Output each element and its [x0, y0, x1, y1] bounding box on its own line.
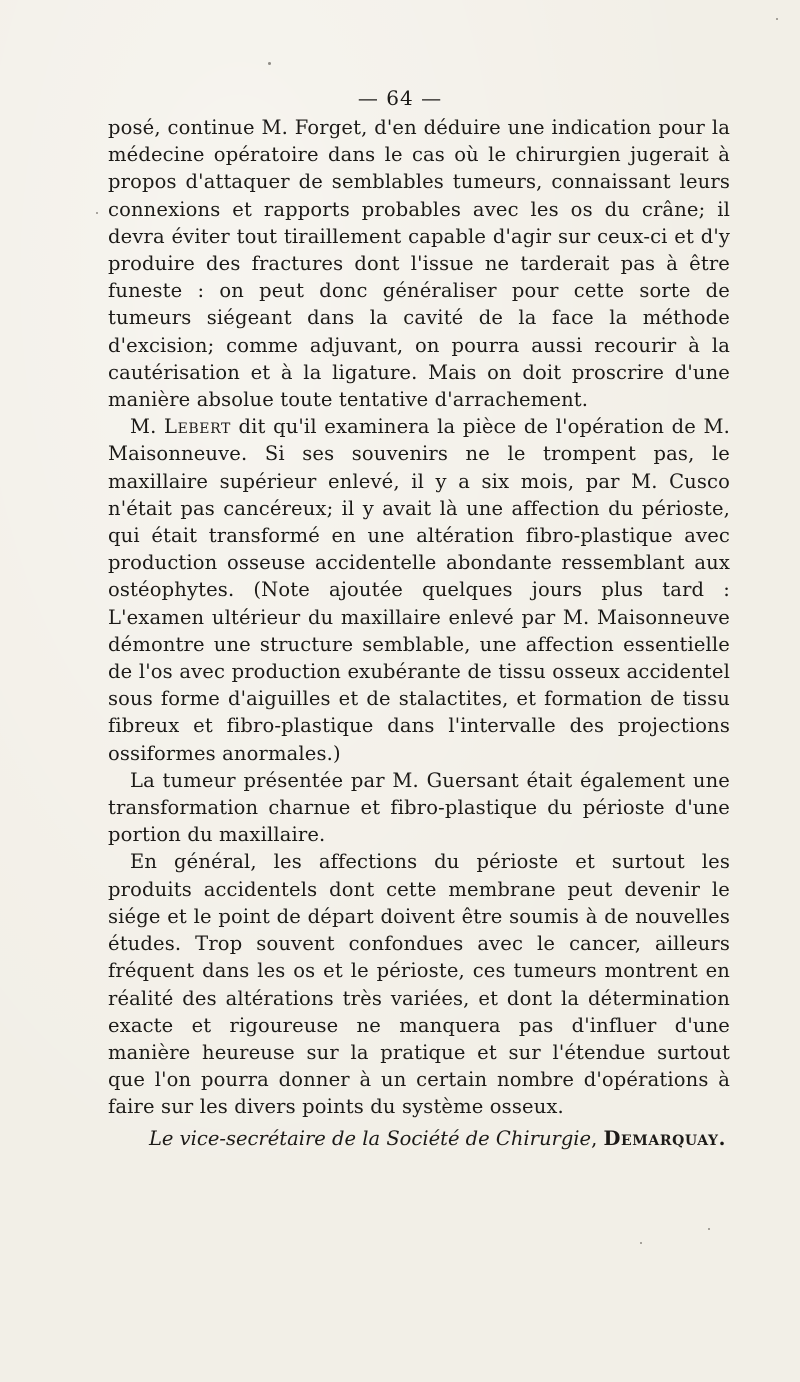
- paragraph-text: La tumeur présentée par M. Guersant était également une transformation charnue et fibro-plastique du périoste d'une portion du maxillaire.: [108, 768, 730, 847]
- ink-speck: [708, 1228, 710, 1230]
- ink-speck: [268, 62, 271, 65]
- ink-speck: [640, 1242, 642, 1244]
- paragraph-lebert: [108, 413, 730, 767]
- paragraph-text: posé, continue M. Forget, d'en déduire une indication pour la médecine opératoire dans le cas où le chirurgien jugerait à propos d'attaquer de semblables tumeurs, connaissant leurs connexions et rapports probables avec les os du crâne; il devra éviter tout tiraillement capable d'agir sur ceux-ci et d'y produire des fractures dont l'issue ne tarderait pas à être funeste : on peut donc généraliser pour cette sorte de tumeurs siégeant dans la cavité de la face la méthode d'excision; comme adjuvant, on pourra aussi recourir à la cautérisation et à la ligature. Mais on doit proscrire d'une manière absolue toute tentative d'arrachement.: [108, 116, 730, 412]
- paragraph-general: [108, 848, 730, 1120]
- signature-separator: ,: [591, 1126, 604, 1150]
- ink-speck: [96, 212, 98, 214]
- page-number: — 64 —: [357, 86, 443, 110]
- signature-name: Demarquay.: [603, 1126, 726, 1150]
- signature-role: Le vice-secrétaire de la Société de Chirurgie: [148, 1126, 592, 1150]
- speaker-name: Lebert: [164, 415, 231, 439]
- speaker-prefix: M.: [130, 415, 165, 439]
- paragraph-forget-continuation: [108, 114, 730, 413]
- ink-speck: [776, 18, 778, 20]
- signature-line: [108, 1125, 730, 1152]
- paragraph-text: En général, les affections du périoste et surtout les produits accidentels dont cette membrane peut devenir le siége et le point de départ doivent être soumis à de nouvelles études. Trop souvent confondues avec le cancer, ailleurs fréquent dans les os et le périoste, ces tumeurs montrent en réalité des altérations très variées, et dont la détermination exacte et rigoureuse ne manquera pas d'influer d'une manière heureuse sur la pratique et sur l'étendue surtout que l'on pourra donner à un certain nombre d'opérations à faire sur les divers points du système osseux.: [108, 850, 730, 1119]
- paragraph-guersant: [108, 767, 730, 849]
- body-text: [108, 114, 730, 1152]
- paragraph-text: dit qu'il examinera la pièce de l'opération de M. Maisonneuve. Si ses souvenirs ne le trompent pas, le maxillaire supérieur enlevé, il y a six mois, par M. Cusco n'était pas cancéreux; il y avait là une affection du périoste, qui était transformé en une altération fibro-plastique avec production osseuse accidentelle abondante ressemblant aux ostéophytes. (Note ajoutée quelques jours plus tard : L'examen ultérieur du maxillaire enlevé par M. Maisonneuve démontre une structure semblable, une affection essentielle de l'os avec production exubérante de tissu osseux accidentel sous forme d'aiguilles et de stalactites, et formation de tissu fibreux et fibro-plastique dans l'intervalle des projections ossiformes anormales.): [108, 415, 730, 765]
